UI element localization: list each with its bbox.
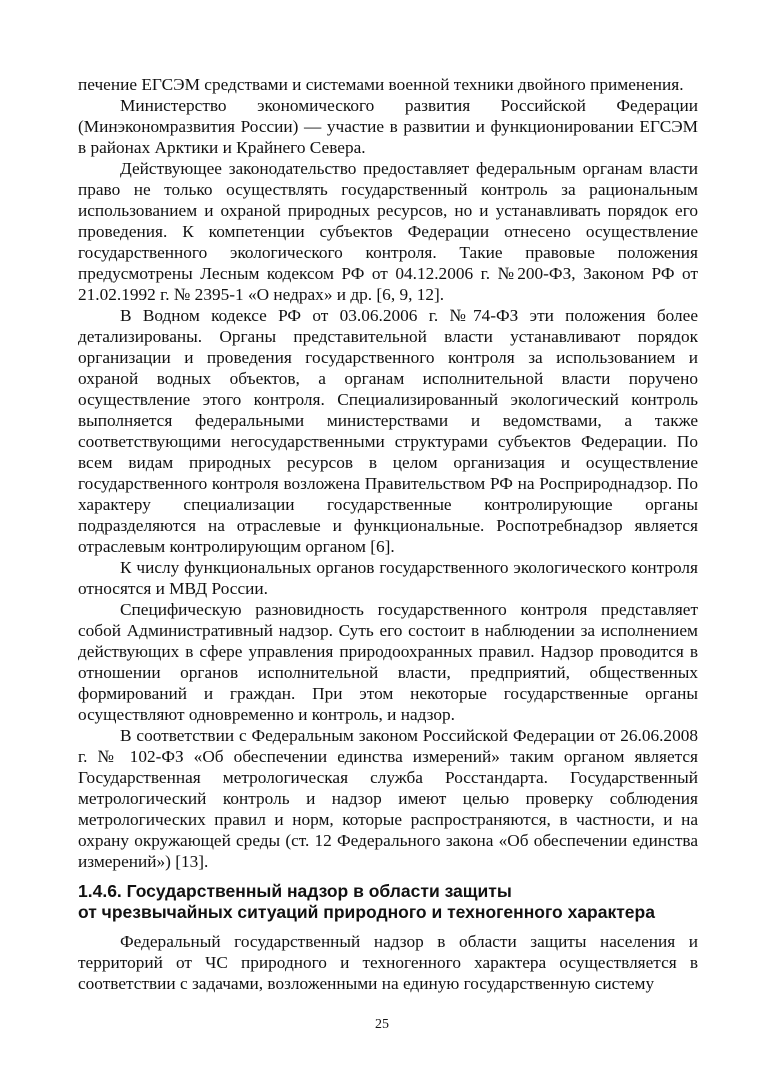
section-heading-line-1: 1.4.6. Государственный надзор в области защиты <box>78 881 512 901</box>
paragraph-after-heading: Федеральный государственный надзор в области защиты населения и территорий от ЧС природного и техногенного характера осуществляется в соответствии с задачами, возложенными на единую государственную систему <box>78 932 698 993</box>
paragraph-0: печение ЕГСЭМ средствами и системами военной техники двойного применения. <box>78 75 684 94</box>
paragraph-2: Действующее законодательство предоставляет федеральным органам власти право не только осуществлять государственный контроль за рациональным использованием и охраной природных ресурсов, но и устанавливать порядок его проведения. К компетенции субъектов Федерации отнесено осуществление государственного экологического контроля. Такие правовые положения предусмотрены Лесным кодексом РФ от 04.12.2006 г. №200-ФЗ, Законом РФ от 21.02.1992 г. № 2395-1 «О недрах» и др. [6, 9, 12]. <box>78 159 698 304</box>
section-heading <box>78 881 698 923</box>
section-heading-line-2: от чрезвычайных ситуаций природного и техногенного характера <box>78 902 655 922</box>
paragraph-1: Министерство экономического развития Российской Федерации (Минэкономразвития России) — участие в развитии и функционировании ЕГСЭМ в районах Арктики и Крайнего Севера. <box>78 96 698 157</box>
paragraph-5: Специфическую разновидность государственного контроля представляет собой Административный надзор. Суть его состоит в наблюдении за исполнением действующих в сфере управления природоохранных правил. Надзор проводится в отношении органов исполнительной власти, предприятий, общественных формирований и граждан. При этом некоторые государственные органы осуществляют одновременно и контроль, и надзор. <box>78 600 698 724</box>
paragraph-3: В Водном кодексе РФ от 03.06.2006 г. №74-ФЗ эти положения более детализированы. Органы представительной власти устанавливают порядок организации и проведения государственного контроля за использованием и охраной водных объектов, а органам исполнительной власти поручено осуществление этого контроля. Специализированный экологический контроль выполняется федеральными министерствами и ведомствами, а также соответствующими негосударственными структурами субъектов Федерации. По всем видам природных ресурсов в целом организация и осуществление государственного контроля возложена Правительством РФ на Росприроднадзор. По характеру специализации государственные контролирующие органы подразделяются на отраслевые и функциональные. Роспотребнадзор является отраслевым контролирующим органом [6]. <box>78 306 698 556</box>
body-text <box>78 74 698 994</box>
page-number: 25 <box>375 1017 389 1032</box>
paragraph-6: В соответствии с Федеральным законом Российской Федерации от 26.06.2008 г. № 102-ФЗ «Об обеспечении единства измерений» таким органом является Государственная метрологическая служба Росстандарта. Государственный метрологический контроль и надзор имеют целью проверку соблюдения метрологических правил и норм, которые распространяются, в частности, и на охрану окружающей среды (ст. 12 Федерального закона «Об обеспечении единства измерений») [13]. <box>78 726 698 871</box>
paragraph-4: К числу функциональных органов государственного экологического контроля относятся и МВД России. <box>78 558 698 598</box>
